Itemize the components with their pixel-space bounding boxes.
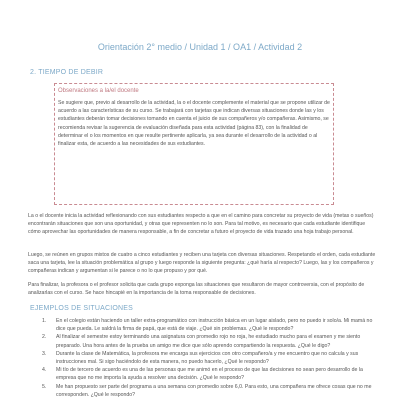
page-title: Orientación 2° medio / Unidad 1 / OA1 / Actividad 2	[97, 42, 303, 52]
observation-title: Observaciones a la/el docente	[58, 88, 139, 94]
paragraph-intro: La o el docente inicia la actividad reflexionando con sus estudiantes respecto a que en el camino para concretar su proyecto de vida (metas o sueños) encontrarán situaciones que son una oportunidad, y otras que representen no lo son. Para tal motivo, es necesario que cada estudiante identifique cómo aprovechar las oportunidades de manera responsable, a fin de concretar a futuro el proyecto de vida trazado una hoja trabajo personal.	[28, 213, 374, 236]
list-item	[42, 383, 380, 399]
list-item-number: 5.	[42, 383, 47, 390]
paragraph-closing: Para finalizar, la profesora o el profesor solicita que cada grupo exponga las situaciones que resultaron de mayor controversia, con el propósito de analizarlas con el curso. Se hace hincapié en la importancia de la toma responsable de decisiones.	[28, 282, 365, 297]
list-item-text: Mi tío de tercero de acuerdo es una de las personas que me animó en el proceso de que las decisiones no sean pero desarrollo de la empresa que no me importa la ayuda a resolver una decisión. ¿Qué le respondo?	[56, 367, 363, 382]
list-item-number: 4.	[42, 367, 47, 374]
list-item	[42, 366, 380, 382]
observation-box	[54, 83, 334, 205]
list-item-text: Me han propuesto ser parte del programa a una semana con promedio sobre 6,0. Para esto, una compañera me ofrece cosas que no me corresponden. ¿Qué le respondo?	[56, 383, 372, 398]
list-item-text: Al finalizar el semestre estoy terminando una asignatura con promedio rojo no roja, he estudiado mucho para el examen y me siento preparado. Una hora antes de la prueba un amigo me dice que sólo aprendo compartiendo la respuesta. ¿Qué le digo?	[56, 334, 361, 349]
list-item-text: En el colegio están haciendo un taller extra-programático con instrucción básica en un lugar aislado, pero no puedo ir solo/a. Mi mamá no dice que pueda. Le saldrá la firma de papá, que está de viaje. ¿Qué sin problemas. ¿Qué le respondo?	[56, 318, 373, 333]
observation-text: Se sugiere que, previo al desarrollo de la actividad, la o el docente complemente el material que se propone utilizar de acuerdo a las características de su curso. Se trabajará con tarjetas que indican diversas situaciones donde las y los estudiantes deberán tomar decisiones tomando en cuenta el juicio de sus compañeros y/o compañeras. Asimismo, se recomienda revisar la sugerencia de evaluación diseñada para esta actividad (página 83), con la finalidad de determinar el o los momentos en que resulte pertinente aplicarla, ya sea durante el desarrollo de la actividad o al finalizar esta, de acuerdo a las necesidades de sus estudiantes.	[58, 100, 330, 148]
paragraph-groups: Luego, se reúnen en grupos mixtos de cuatro a cinco estudiantes y reciben una tarjeta con diversas situaciones. Respetando el orden, cada estudiante saca una tarjeta, lee la situación problemática al grupo y luego responde la siguiente pregunta: ¿qué haría al respecto? Luego, las y los compañeros y compañeras indican y argumentan si le parece o no lo que propuso y por qué.	[28, 252, 376, 275]
examples-list	[42, 317, 380, 399]
list-item	[42, 317, 380, 333]
list-item	[42, 350, 380, 366]
list-item	[42, 333, 380, 349]
section-heading-examples: EJEMPLOS DE SITUACIONES	[30, 305, 134, 312]
list-item-number: 2.	[42, 334, 47, 341]
list-item-number: 3.	[42, 350, 47, 357]
list-item-text: Durante la clase de Matemática, la profesora me encarga sus ejercicios con otro compañero/a y me encuentro que no calcula y sus instrucciones mal. Si sigo haciéndolo de esta manera, no puedo hacerlo, ¿Qué le respondo?	[56, 350, 359, 366]
list-item-number: 1.	[42, 318, 47, 324]
section-heading-time: 2. TIEMPO DE DEBIR	[30, 69, 104, 76]
